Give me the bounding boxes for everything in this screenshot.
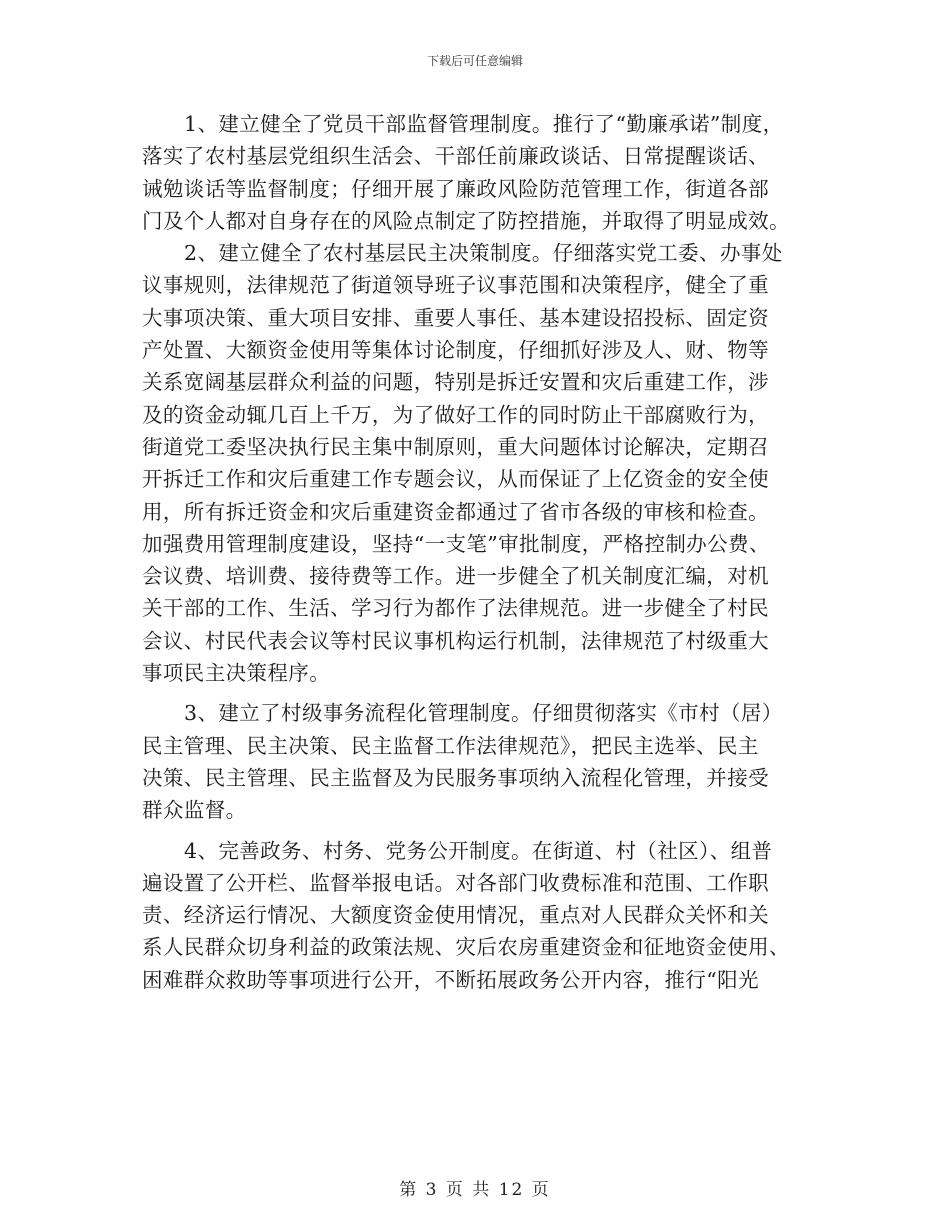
paragraph-line: 门及个人都对自身存在的风险点制定了防控措施，并取得了明显成效。	[142, 208, 790, 233]
paragraph-line: 加强费用管理制度建设，坚持“一支笔”审批制度，严格控制办公费、	[142, 531, 770, 556]
paragraph-line: 3、建立了村级事务流程化管理制度。仔细贯彻落实《市村（居）	[184, 701, 783, 726]
paragraph-line: 开拆迁工作和灾后重建工作专题会议，从而保证了上亿资金的安全使	[142, 467, 769, 492]
paragraph-line: 责、经济运行情况、大额度资金使用情况，重点对人民群众关怀和关	[142, 903, 769, 928]
paragraph-2	[142, 237, 832, 689]
paragraph-line: 事项民主决策程序。	[142, 661, 331, 686]
paragraph-line: 会议费、培训费、接待费等工作。进一步健全了机关制度汇编，对机	[142, 564, 769, 589]
paragraph-line: 2、建立健全了农村基层民主决策制度。仔细落实党工委、办事处	[184, 241, 783, 266]
paragraph-line: 遍设置了公开栏、监督举报电话。对各部门收费标准和范围、工作职	[142, 870, 769, 895]
paragraph-1	[142, 108, 832, 237]
paragraph-line: 关干部的工作、生活、学习行为都作了法律规范。进一步健全了村民	[142, 596, 769, 621]
paragraph-line: 1、建立健全了党员干部监督管理制度。推行了“勤廉承诺”制度，	[184, 112, 784, 136]
paragraph-line: 会议、村民代表会议等村民议事机构运行机制，法律规范了村级重大	[142, 628, 769, 653]
paragraph-line: 关系宽阔基层群众利益的问题，特别是拆迁安置和灾后重建工作，涉	[142, 370, 769, 395]
paragraph-line: 决策、民主管理、民主监督及为民服务事项纳入流程化管理，并接受	[142, 765, 769, 790]
paragraph-line: 议事规则，法律规范了街道领导班子议事范围和决策程序，健全了重	[142, 273, 769, 298]
paragraph-line: 民主管理、民主决策、民主监督工作法律规范》，把民主选举、民主	[142, 733, 759, 758]
paragraph-line: 群众监督。	[142, 798, 247, 823]
paragraph-line: 及的资金动辄几百上千万，为了做好工作的同时防止干部腐败行为，	[142, 402, 769, 427]
paragraph-3	[142, 697, 832, 826]
paragraph-line: 产处置、大额资金使用等集体讨论制度，仔细抓好涉及人、财、物等	[142, 338, 769, 363]
document-body	[142, 108, 832, 996]
page-header-note: 下载后可任意编辑	[426, 54, 523, 68]
paragraph-line: 系人民群众切身利益的政策法规、灾后农房重建资金和征地资金使用、	[142, 935, 790, 960]
paragraph-line: 街道党工委坚决执行民主集中制原则，重大问题体讨论解决，定期召	[142, 434, 769, 459]
paragraph-line: 诫勉谈话等监督制度；仔细开展了廉政风险防范管理工作，街道各部	[142, 176, 769, 201]
paragraph-line: 4、完善政务、村务、党务公开制度。在街道、村（社区）、组普	[184, 838, 773, 863]
paragraph-line: 大事项决策、重大项目安排、重要人事任、基本建设招投标、固定资	[142, 305, 769, 330]
page-number-footer: 第 3 页 共 12 页	[399, 1180, 551, 1200]
paragraph-line: 困难群众救助等事项进行公开，不断拓展政务公开内容，推行“阳光	[142, 967, 759, 992]
paragraph-line: 用，所有拆迁资金和灾后重建资金都通过了省市各级的审核和检查。	[142, 499, 769, 524]
paragraph-4	[142, 835, 832, 996]
paragraph-line: 落实了农村基层党组织生活会、干部任前廉政谈话、日常提醒谈话、	[142, 144, 769, 169]
